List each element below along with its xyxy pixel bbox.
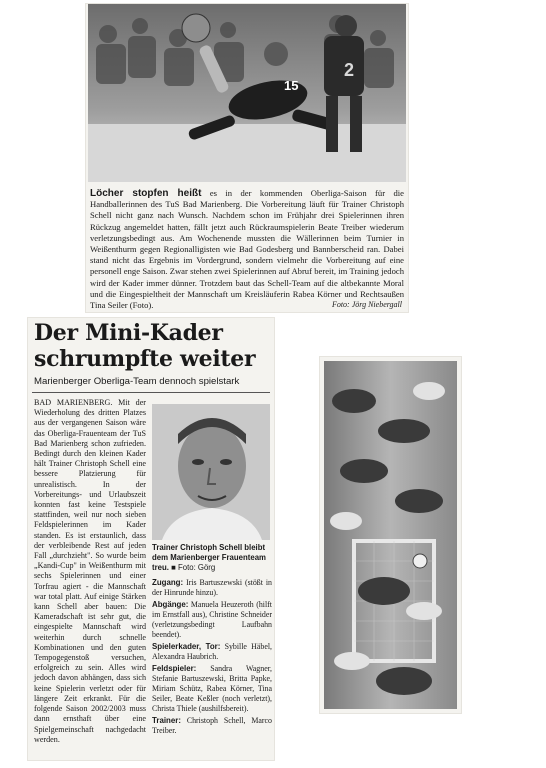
portrait-credit: Foto: Görg: [177, 563, 216, 572]
handball-team-photo: [324, 361, 457, 709]
article-clipping: [28, 318, 274, 760]
feld-label: Feldspieler:: [152, 664, 197, 673]
feld-text: Sandra Wagner, Stefanie Bartuszewski, Britta Papke, Miriam Schütz, Rabea Körner, Tina Seiler, Beate Keßler (noch verletzt), Christa Thiele (aushilfsbereit).: [152, 664, 272, 713]
headline-divider: [32, 392, 270, 393]
photo-credit: Foto: Jörg Niebergall: [331, 300, 402, 309]
team-photo-clipping: [320, 357, 461, 713]
tor-label: Spielerkader, Tor:: [152, 642, 221, 651]
handball-action-photo: [88, 4, 406, 182]
caption-lead: Löcher stopfen heißt: [90, 188, 202, 199]
caption-text: es in der kommenden Oberliga-Saison für die Handballerinnen des TuS Bad Marienberg. Die Vorbereitung läuft für Trainer Christoph Schell nicht ganz nach Wunsch. Nachdem schon im Frühjahr drei Spielerinnen ihren Rückzug angemeldet hatten, fällt jetzt auch Rückraumspielerin Beate Treiber wiederum verletzungsbedingt aus. Am Wochenende mussten die Wällerinnen beim Turnier in Weißenthurm gegen Regionalligisten wie Bad Godesberg und Bannberscheid ran. Dabei stand nicht das Ergebnis im Vordergrund, sondern vielmehr die Vorbereitung auf eine personell enge Saison. Zwar stehen zwei Spielerinnen auf Abruf bereit, im Training jedoch wird der Kader immer dünner. Trotzdem baut das Schell-Team auf die altbekannte Moral und die Eingespieltheit der Mannschaft um Kreisläuferin Rabea Körner und Rechtsaußen Tina Seiler (Foto).: [90, 188, 404, 311]
top-news-clipping: [86, 4, 408, 312]
article-body: BAD MARIENBERG. Mit der Wiederholung des dritten Platzes aus der vergangenen Saison wäre das Oberliga-Frauenteam der TuS Bad Marienberg schon zufrieden. Bedingt durch den kleinen Kader hält Trainer Christoph Schell eine bessere Platzierung für unrealistisch. In der Vorbereitungs- und Urlaubszeit konnten fast keine Testspiele stattfinden, weil nur noch sieben Feldspielerinnen im Kader standen. Es ist erstaunlich, dass der verbleibende Rest auf jeden Fall „durchzieht". So wurde beim „Kandi-Cup" in Weißenthurm mit sechs Spielerinnen und einer Torfrau agiert - die Mannschaft war total platt. Auf einige Stärken kann Schell aber bauen: Die Kameradschaft ist sehr gut, die eingespielte Mannschaft wird weiterhin durch schnelle Kombinationen und den guten Tempogegenstoß versuchen, erfolgreich zu sein. Alles wird jedoch davon abhängen, dass sich keine Spielerin verletzt oder für längere Zeit erkrankt. Für die folgende Saison 2002/2003 muss dann ernsthaft über eine Spielgemeinschaft nachgedacht werden.: [34, 398, 146, 744]
camera-icon: ■: [171, 563, 176, 572]
jersey-number-15: 15: [284, 78, 299, 93]
zugang-text: Iris Bartuszewski (stößt in der Hinrunde hinzu).: [152, 578, 272, 597]
portrait-caption-text: Trainer Christoph Schell bleibt dem Marienberger Frauenteam treu.: [152, 543, 266, 572]
top-photo-caption: [90, 188, 404, 311]
trainer-portrait-photo: [152, 404, 270, 540]
abgaenge-text: Manuela Heuzeroth (hilft im Ernstfall aus), Christine Schneider (verletzungsbedingt Laufbahn beendet).: [152, 600, 272, 639]
jersey-number-2: 2: [344, 60, 355, 80]
article-subline: Marienberger Oberliga-Team dennoch spielstark: [34, 376, 240, 387]
trainer-label: Trainer:: [152, 716, 181, 725]
portrait-caption: [152, 543, 272, 573]
article-headline: Der Mini-Kader schrumpfte weiter: [34, 320, 256, 372]
roster-box: [152, 578, 272, 738]
abgaenge-label: Abgänge:: [152, 600, 189, 609]
zugang-label: Zugang:: [152, 578, 184, 587]
tor-text: Sybille Häbel, Alexandra Haubrich.: [152, 642, 272, 661]
trainer-text: Christoph Schell, Marco Treiber.: [152, 716, 272, 735]
